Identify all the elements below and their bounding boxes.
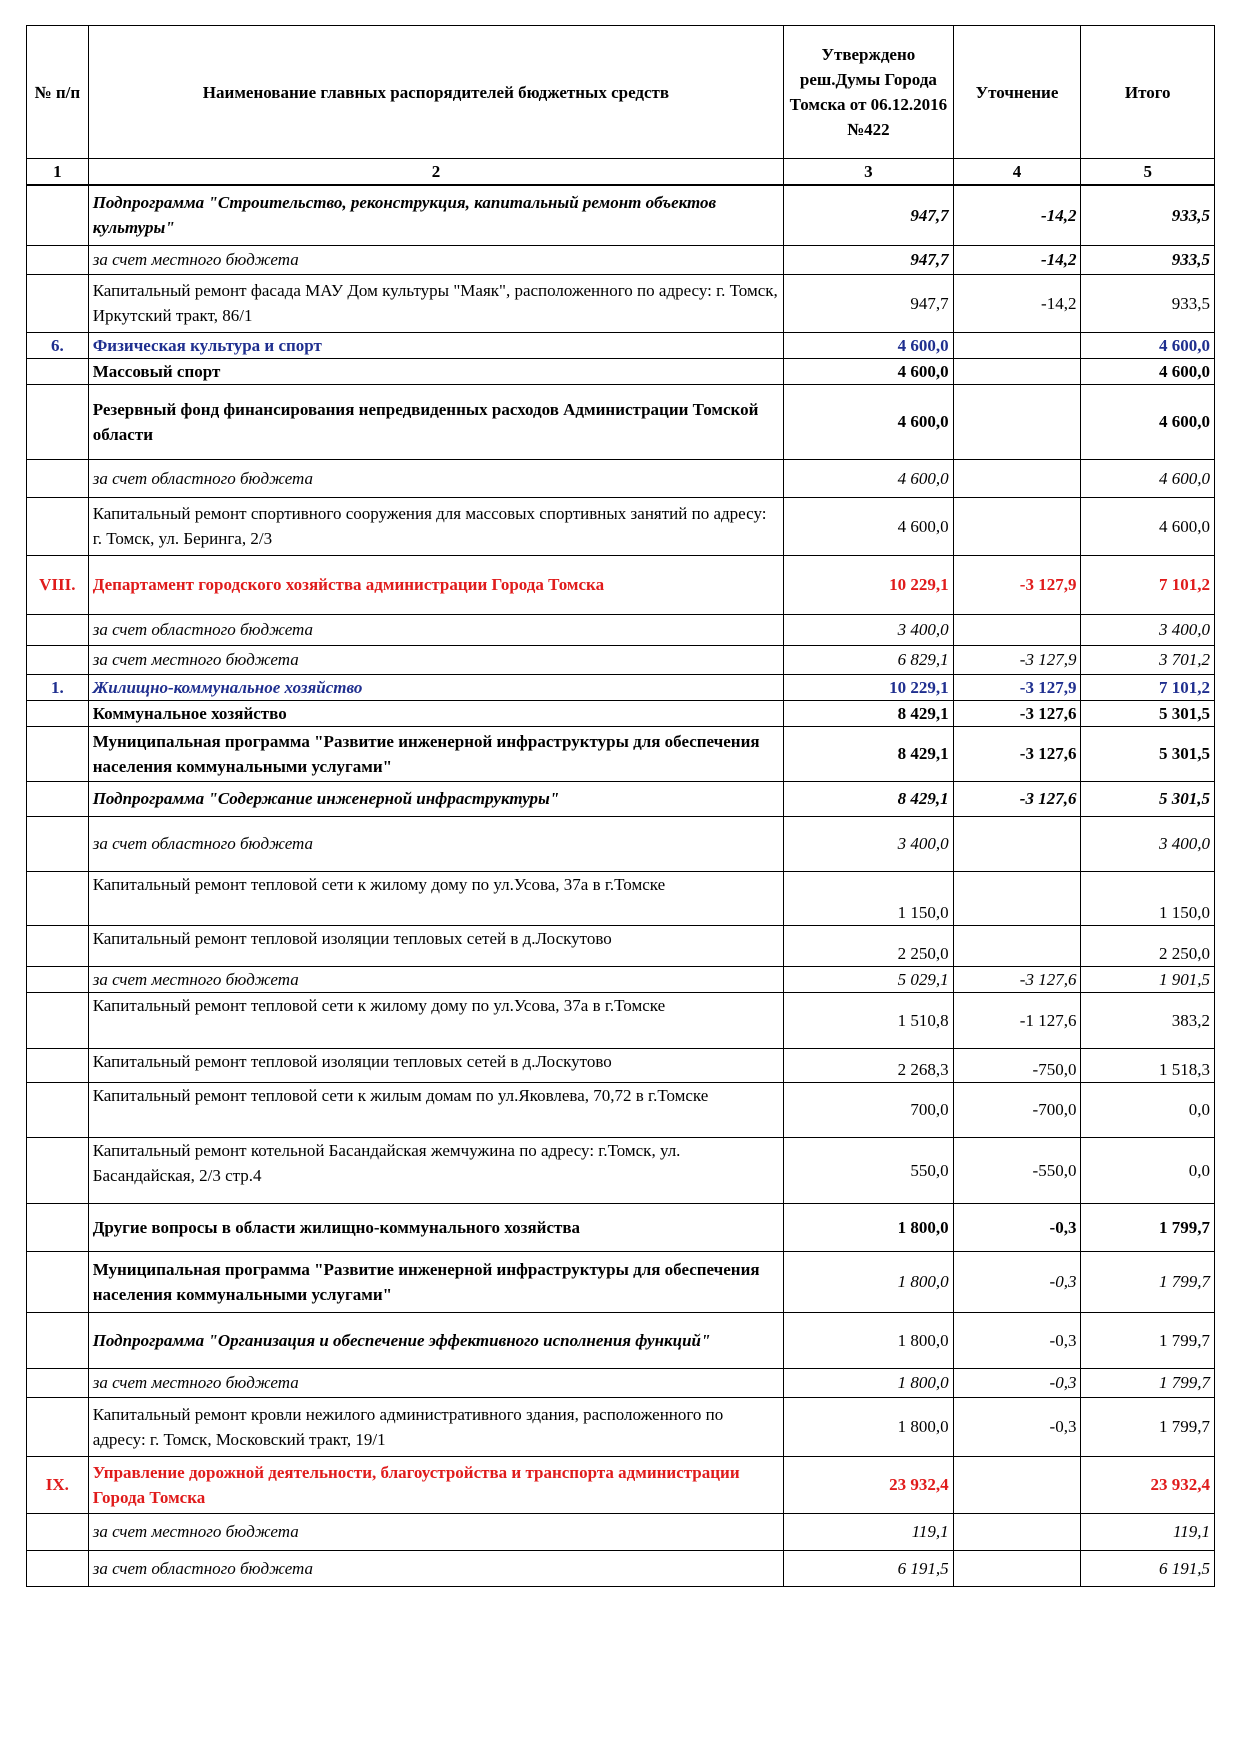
row-index	[27, 1368, 89, 1397]
row-clarification: -3 127,9	[953, 645, 1081, 674]
row-total: 1 150,0	[1081, 871, 1215, 925]
table-row	[27, 245, 1215, 274]
column-number: 5	[1081, 159, 1215, 186]
table-row	[27, 871, 1215, 925]
table-row	[27, 726, 1215, 781]
row-index	[27, 185, 89, 245]
row-total: 1 799,7	[1081, 1203, 1215, 1251]
table-row	[27, 925, 1215, 966]
row-total: 4 600,0	[1081, 358, 1215, 384]
row-name: Капитальный ремонт фасада МАУ Дом культуры "Маяк", расположенного по адресу: г. Томск, Иркутский тракт, 86/1	[88, 274, 784, 332]
row-total: 4 600,0	[1081, 384, 1215, 459]
row-index	[27, 1048, 89, 1082]
budget-table	[26, 25, 1215, 1587]
row-total: 383,2	[1081, 992, 1215, 1048]
table-row	[27, 459, 1215, 497]
row-approved: 1 800,0	[784, 1251, 953, 1312]
row-clarification: -3 127,9	[953, 555, 1081, 614]
row-clarification: -0,3	[953, 1251, 1081, 1312]
row-approved: 1 150,0	[784, 871, 953, 925]
row-clarification: -3 127,9	[953, 674, 1081, 700]
row-total: 4 600,0	[1081, 332, 1215, 358]
row-total: 1 518,3	[1081, 1048, 1215, 1082]
header-name: Наименование главных распорядителей бюджетных средств	[88, 26, 784, 159]
row-clarification	[953, 614, 1081, 645]
column-number: 1	[27, 159, 89, 186]
row-clarification	[953, 1513, 1081, 1550]
table-row	[27, 674, 1215, 700]
row-index	[27, 245, 89, 274]
row-total: 3 701,2	[1081, 645, 1215, 674]
row-index	[27, 459, 89, 497]
row-clarification: -0,3	[953, 1312, 1081, 1368]
row-clarification	[953, 459, 1081, 497]
row-name: за счет областного бюджета	[88, 459, 784, 497]
row-name: Капитальный ремонт тепловой сети к жилому дому по ул.Усова, 37а в г.Томске	[88, 992, 784, 1048]
row-approved: 8 429,1	[784, 726, 953, 781]
row-name: Резервный фонд финансирования непредвиденных расходов Администрации Томской области	[88, 384, 784, 459]
table-row	[27, 1513, 1215, 1550]
row-name: Подпрограмма "Организация и обеспечение эффективного исполнения функций"	[88, 1312, 784, 1368]
row-total: 3 400,0	[1081, 816, 1215, 871]
header-clarification: Уточнение	[953, 26, 1081, 159]
row-name: Коммунальное хозяйство	[88, 700, 784, 726]
row-name: Капитальный ремонт кровли нежилого административного здания, расположенного по адресу: г. Томск, Московский тракт, 19/1	[88, 1397, 784, 1456]
row-approved: 1 800,0	[784, 1397, 953, 1456]
row-index	[27, 384, 89, 459]
table-row	[27, 645, 1215, 674]
row-name: за счет местного бюджета	[88, 966, 784, 992]
row-index	[27, 1397, 89, 1456]
row-clarification: -0,3	[953, 1203, 1081, 1251]
row-approved: 1 800,0	[784, 1368, 953, 1397]
row-approved: 119,1	[784, 1513, 953, 1550]
row-name: Капитальный ремонт спортивного сооружения для массовых спортивных занятий по адресу: г. Томск, ул. Беринга, 2/3	[88, 497, 784, 555]
row-clarification: -0,3	[953, 1397, 1081, 1456]
row-total: 1 799,7	[1081, 1251, 1215, 1312]
row-index	[27, 871, 89, 925]
row-index	[27, 966, 89, 992]
row-approved: 3 400,0	[784, 816, 953, 871]
row-approved: 10 229,1	[784, 555, 953, 614]
row-clarification	[953, 332, 1081, 358]
row-index	[27, 614, 89, 645]
row-approved: 1 800,0	[784, 1203, 953, 1251]
row-name: за счет местного бюджета	[88, 245, 784, 274]
row-total: 5 301,5	[1081, 726, 1215, 781]
row-name: Подпрограмма "Содержание инженерной инфраструктуры"	[88, 781, 784, 816]
row-clarification	[953, 384, 1081, 459]
row-approved: 550,0	[784, 1137, 953, 1203]
row-total: 6 191,5	[1081, 1550, 1215, 1586]
row-approved: 4 600,0	[784, 332, 953, 358]
row-clarification: -0,3	[953, 1368, 1081, 1397]
row-clarification	[953, 816, 1081, 871]
table-row	[27, 1397, 1215, 1456]
row-name: за счет областного бюджета	[88, 614, 784, 645]
table-row	[27, 497, 1215, 555]
row-total: 933,5	[1081, 274, 1215, 332]
row-total: 1 901,5	[1081, 966, 1215, 992]
table-row	[27, 555, 1215, 614]
row-name: Капитальный ремонт котельной Басандайская жемчужина по адресу: г.Томск, ул. Басандайская, 2/3 стр.4	[88, 1137, 784, 1203]
row-index	[27, 1312, 89, 1368]
row-total: 23 932,4	[1081, 1456, 1215, 1513]
row-total: 0,0	[1081, 1082, 1215, 1137]
table-row	[27, 614, 1215, 645]
row-index	[27, 274, 89, 332]
row-clarification: -550,0	[953, 1137, 1081, 1203]
row-approved: 1 800,0	[784, 1312, 953, 1368]
row-approved: 4 600,0	[784, 459, 953, 497]
row-index	[27, 1550, 89, 1586]
table-row	[27, 1137, 1215, 1203]
row-clarification	[953, 871, 1081, 925]
row-index	[27, 1137, 89, 1203]
column-number: 4	[953, 159, 1081, 186]
row-index: VIII.	[27, 555, 89, 614]
row-index	[27, 645, 89, 674]
table-row	[27, 1312, 1215, 1368]
row-clarification: -750,0	[953, 1048, 1081, 1082]
table-row	[27, 384, 1215, 459]
row-clarification: -14,2	[953, 274, 1081, 332]
table-row	[27, 992, 1215, 1048]
row-name: за счет областного бюджета	[88, 1550, 784, 1586]
row-name: за счет местного бюджета	[88, 645, 784, 674]
table-row	[27, 966, 1215, 992]
table-row	[27, 700, 1215, 726]
row-total: 1 799,7	[1081, 1368, 1215, 1397]
row-approved: 947,7	[784, 185, 953, 245]
table-row	[27, 1048, 1215, 1082]
row-index	[27, 726, 89, 781]
row-clarification: -3 127,6	[953, 966, 1081, 992]
row-index	[27, 1513, 89, 1550]
row-index	[27, 700, 89, 726]
row-approved: 947,7	[784, 274, 953, 332]
row-total: 119,1	[1081, 1513, 1215, 1550]
row-index: IX.	[27, 1456, 89, 1513]
row-approved: 8 429,1	[784, 781, 953, 816]
row-approved: 2 268,3	[784, 1048, 953, 1082]
row-index	[27, 781, 89, 816]
table-row	[27, 274, 1215, 332]
table-row	[27, 332, 1215, 358]
row-name: за счет местного бюджета	[88, 1368, 784, 1397]
row-approved: 2 250,0	[784, 925, 953, 966]
row-total: 933,5	[1081, 245, 1215, 274]
row-index	[27, 1203, 89, 1251]
column-number: 2	[88, 159, 784, 186]
table-row	[27, 781, 1215, 816]
row-index	[27, 1251, 89, 1312]
row-approved: 1 510,8	[784, 992, 953, 1048]
row-clarification: -700,0	[953, 1082, 1081, 1137]
row-index: 6.	[27, 332, 89, 358]
row-clarification	[953, 1456, 1081, 1513]
row-approved: 4 600,0	[784, 358, 953, 384]
row-approved: 4 600,0	[784, 384, 953, 459]
row-clarification	[953, 497, 1081, 555]
row-name: за счет местного бюджета	[88, 1513, 784, 1550]
table-row	[27, 1251, 1215, 1312]
row-total: 2 250,0	[1081, 925, 1215, 966]
row-approved: 700,0	[784, 1082, 953, 1137]
row-name: Жилищно-коммунальное хозяйство	[88, 674, 784, 700]
row-clarification: -14,2	[953, 185, 1081, 245]
row-approved: 6 191,5	[784, 1550, 953, 1586]
row-total: 7 101,2	[1081, 674, 1215, 700]
row-index	[27, 992, 89, 1048]
row-index	[27, 1082, 89, 1137]
row-index	[27, 497, 89, 555]
row-name: Капитальный ремонт тепловой изоляции тепловых сетей в д.Лоскутово	[88, 1048, 784, 1082]
row-clarification	[953, 925, 1081, 966]
header-approved: Утверждено реш.Думы Города Томска от 06.12.2016 №422	[784, 26, 953, 159]
row-name: за счет областного бюджета	[88, 816, 784, 871]
row-clarification: -3 127,6	[953, 700, 1081, 726]
row-total: 4 600,0	[1081, 497, 1215, 555]
row-name: Подпрограмма "Строительство, реконструкция, капитальный ремонт объектов культуры"	[88, 185, 784, 245]
row-approved: 23 932,4	[784, 1456, 953, 1513]
table-row	[27, 1456, 1215, 1513]
row-total: 4 600,0	[1081, 459, 1215, 497]
row-approved: 10 229,1	[784, 674, 953, 700]
row-index	[27, 816, 89, 871]
row-name: Другие вопросы в области жилищно-коммунального хозяйства	[88, 1203, 784, 1251]
row-approved: 6 829,1	[784, 645, 953, 674]
table-row	[27, 816, 1215, 871]
row-name: Управление дорожной деятельности, благоустройства и транспорта администрации Города Томска	[88, 1456, 784, 1513]
row-clarification	[953, 1550, 1081, 1586]
table-row	[27, 358, 1215, 384]
row-name: Муниципальная программа "Развитие инженерной инфраструктуры для обеспечения населения коммунальными услугами"	[88, 726, 784, 781]
row-total: 1 799,7	[1081, 1312, 1215, 1368]
row-approved: 8 429,1	[784, 700, 953, 726]
row-name: Капитальный ремонт тепловой сети к жилым домам по ул.Яковлева, 70,72 в г.Томске	[88, 1082, 784, 1137]
row-total: 933,5	[1081, 185, 1215, 245]
row-approved: 947,7	[784, 245, 953, 274]
row-total: 1 799,7	[1081, 1397, 1215, 1456]
column-number: 3	[784, 159, 953, 186]
row-total: 7 101,2	[1081, 555, 1215, 614]
row-clarification: -3 127,6	[953, 781, 1081, 816]
row-index: 1.	[27, 674, 89, 700]
row-name: Физическая культура и спорт	[88, 332, 784, 358]
row-total: 3 400,0	[1081, 614, 1215, 645]
row-name: Муниципальная программа "Развитие инженерной инфраструктуры для обеспечения населения коммунальными услугами"	[88, 1251, 784, 1312]
row-total: 5 301,5	[1081, 700, 1215, 726]
row-clarification: -14,2	[953, 245, 1081, 274]
row-approved: 3 400,0	[784, 614, 953, 645]
row-name: Капитальный ремонт тепловой изоляции тепловых сетей в д.Лоскутово	[88, 925, 784, 966]
table-row	[27, 185, 1215, 245]
row-total: 0,0	[1081, 1137, 1215, 1203]
row-approved: 4 600,0	[784, 497, 953, 555]
row-total: 5 301,5	[1081, 781, 1215, 816]
table-row	[27, 1082, 1215, 1137]
row-index	[27, 925, 89, 966]
table-row	[27, 1203, 1215, 1251]
table-row	[27, 1368, 1215, 1397]
table-row	[27, 1550, 1215, 1586]
row-name: Департамент городского хозяйства администрации Города Томска	[88, 555, 784, 614]
header-num: № п/п	[27, 26, 89, 159]
row-clarification: -3 127,6	[953, 726, 1081, 781]
row-name: Массовый спорт	[88, 358, 784, 384]
row-index	[27, 358, 89, 384]
row-clarification	[953, 358, 1081, 384]
row-clarification: -1 127,6	[953, 992, 1081, 1048]
row-name: Капитальный ремонт тепловой сети к жилому дому по ул.Усова, 37а в г.Томске	[88, 871, 784, 925]
header-total: Итого	[1081, 26, 1215, 159]
row-approved: 5 029,1	[784, 966, 953, 992]
